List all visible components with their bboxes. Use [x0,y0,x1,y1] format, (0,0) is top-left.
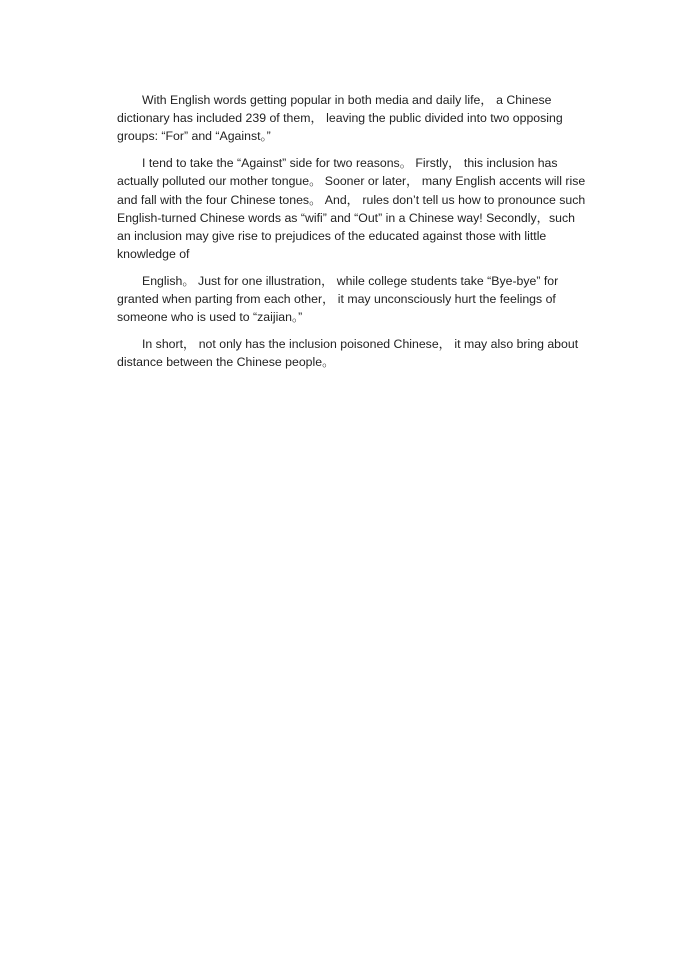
document-body [117,91,587,380]
paragraph-intro: With English words getting popular in both media and daily life， a Chinese dictionary has included 239 of them， leaving the public divided into two opposing groups: “For” and “Against。” [117,93,563,144]
paragraph-conclusion: In short， not only has the inclusion poisoned Chinese， it may also bring about distance between the Chinese people。 [117,336,579,370]
paragraph-reasons: I tend to take the “Against” side for two reasons。 Firstly， this inclusion has actually polluted our mother tongue。 Sooner or later， many English accents will rise and fall with the four Chinese tones。 And， rules don’t tell us how to pronounce such English-turned Chinese words as “wifi” and “Out” in a Chinese way! Secondly，such an inclusion may give rise to prejudices of the educated against those with little knowledge of [117,156,586,262]
paragraph-illustration: English。 Just for one illustration， while college students take “Bye-bye” for granted when parting from each other， it may unconsciously hurt the feelings of someone who is used to “zaijian。” [117,273,559,325]
